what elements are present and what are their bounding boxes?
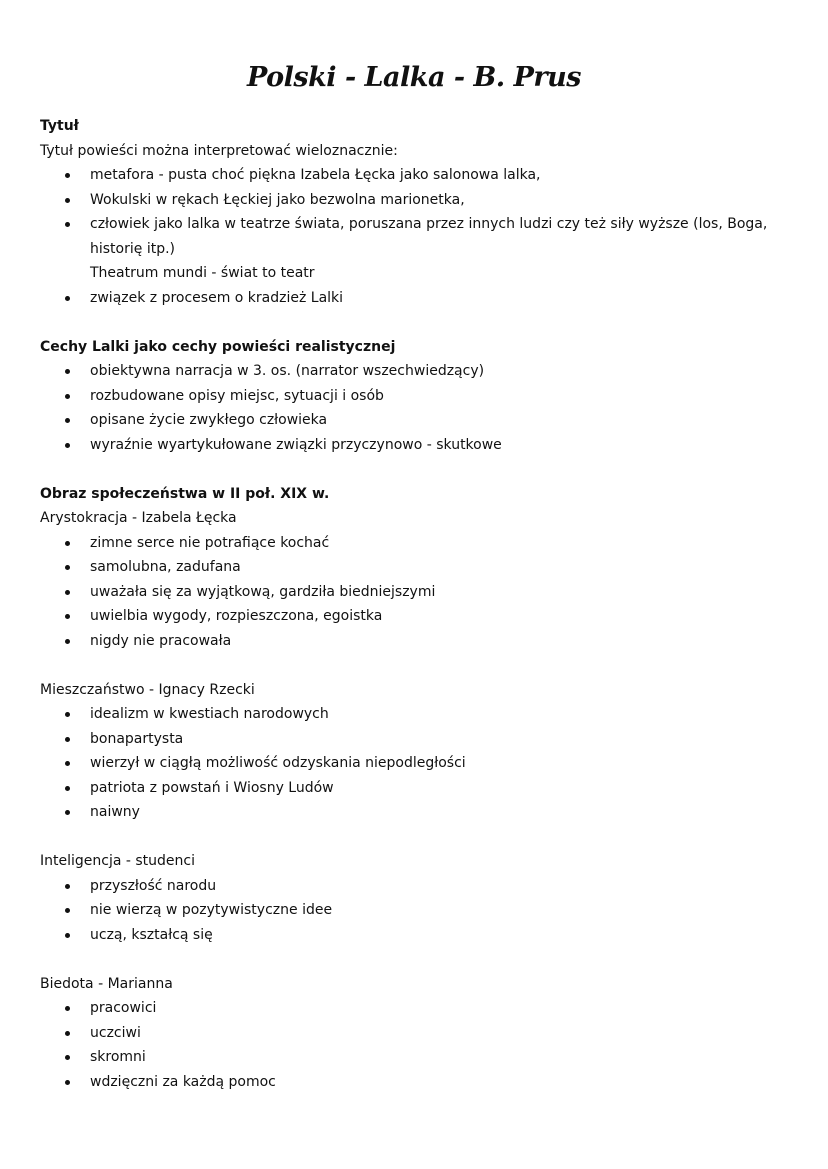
list-item: samolubna, zadufana xyxy=(40,555,788,580)
bullet-icon xyxy=(65,786,70,791)
group-label-inteligencja: Inteligencja - studenci xyxy=(40,853,195,869)
bullet-list-inteligencja xyxy=(40,874,788,948)
bullet-icon xyxy=(65,639,70,644)
bullet-icon xyxy=(65,933,70,938)
list-item: wdzięczni za każdą pomoc xyxy=(40,1070,788,1095)
bullet-list-mieszczanstwo xyxy=(40,702,788,825)
list-item: wyraźnie wyartykułowane związki przyczynowo - skutkowe xyxy=(40,433,788,458)
list-item: uważała się za wyjątkową, gardziła biedniejszymi xyxy=(40,580,788,605)
bullet-icon xyxy=(65,541,70,546)
list-item: Wokulski w rękach Łęckiej jako bezwolna marionetka, xyxy=(40,188,788,213)
bullet-icon xyxy=(65,443,70,448)
list-item: wierzył w ciągłą możliwość odzyskania niepodległości xyxy=(40,751,788,776)
section-cechy xyxy=(40,335,788,458)
bullet-icon xyxy=(65,712,70,717)
bullet-icon xyxy=(65,590,70,595)
list-item: przyszłość narodu xyxy=(40,874,788,899)
group-label-mieszczanstwo: Mieszczaństwo - Ignacy Rzecki xyxy=(40,681,255,698)
bullet-icon xyxy=(65,810,70,815)
list-item: uwielbia wygody, rozpieszczona, egoistka xyxy=(40,604,788,629)
spacer xyxy=(40,947,788,972)
list-item: opisane życie zwykłego człowieka xyxy=(40,408,788,433)
bullet-icon xyxy=(65,369,70,374)
bullet-icon xyxy=(65,1006,70,1011)
bullet-icon xyxy=(65,761,70,766)
group-label-arystokracja: Arystokracja - Izabela Łęcka xyxy=(40,510,237,526)
bullet-list-cechy xyxy=(40,359,788,457)
bullet-icon xyxy=(65,198,70,203)
group-label-biedota: Biedota - Marianna xyxy=(40,975,173,992)
bullet-icon xyxy=(65,222,70,227)
section-tytul xyxy=(40,114,788,310)
list-item: skromni xyxy=(40,1045,788,1070)
bullet-icon xyxy=(65,173,70,178)
bullet-icon xyxy=(65,1055,70,1060)
list-item: patriota z powstań i Wiosny Ludów xyxy=(40,776,788,801)
bullet-list-biedota xyxy=(40,996,788,1094)
section-heading-cechy: Cechy Lalki jako cechy powieści realistycznej xyxy=(40,338,396,355)
bullet-icon xyxy=(65,908,70,913)
bullet-icon xyxy=(65,565,70,570)
list-item: uczą, kształcą się xyxy=(40,923,788,948)
list-item: człowiek jako lalka w teatrze świata, poruszana przez innych ludzi czy też siły wyższe (los, Boga, historię itp.) Theatrum mundi - świat to teatr xyxy=(40,212,788,286)
bullet-icon xyxy=(65,884,70,889)
list-item: pracowici xyxy=(40,996,788,1021)
list-item-continuation: historię itp.) xyxy=(90,240,175,257)
spacer xyxy=(40,310,788,335)
bullet-icon xyxy=(65,614,70,619)
list-item: uczciwi xyxy=(40,1021,788,1046)
bullet-icon xyxy=(65,1080,70,1085)
bullet-icon xyxy=(65,394,70,399)
spacer xyxy=(40,653,788,678)
list-item-continuation: Theatrum mundi - świat to teatr xyxy=(90,265,315,281)
section-heading-obraz: Obraz społeczeństwa w II poł. XIX w. xyxy=(40,485,330,502)
spacer xyxy=(40,825,788,850)
list-item: metafora - pusta choć piękna Izabela Łęcka jako salonowa lalka, xyxy=(40,163,788,188)
bullet-icon xyxy=(65,1031,70,1036)
bullet-list-arystokracja xyxy=(40,531,788,654)
list-item: związek z procesem o kradzież Lalki xyxy=(40,286,788,311)
page-title: Polski - Lalka - B. Prus xyxy=(247,62,581,93)
list-item: zimne serce nie potrafiące kochać xyxy=(40,531,788,556)
list-item: bonapartysta xyxy=(40,727,788,752)
section-heading-tytul: Tytuł xyxy=(40,118,79,134)
section-obraz xyxy=(40,482,788,1095)
list-item: idealizm w kwestiach narodowych xyxy=(40,702,788,727)
list-item: rozbudowane opisy miejsc, sytuacji i osób xyxy=(40,384,788,409)
bullet-icon xyxy=(65,296,70,301)
list-item: nigdy nie pracowała xyxy=(40,629,788,654)
bullet-icon xyxy=(65,418,70,423)
list-item: obiektywna narracja w 3. os. (narrator wszechwiedzący) xyxy=(40,359,788,384)
section-intro-tytul: Tytuł powieści można interpretować wieloznacznie: xyxy=(40,142,398,159)
bullet-list-tytul xyxy=(40,163,788,310)
bullet-icon xyxy=(65,737,70,742)
list-item: nie wierzą w pozytywistyczne idee xyxy=(40,898,788,923)
spacer xyxy=(40,457,788,482)
list-item: naiwny xyxy=(40,800,788,825)
